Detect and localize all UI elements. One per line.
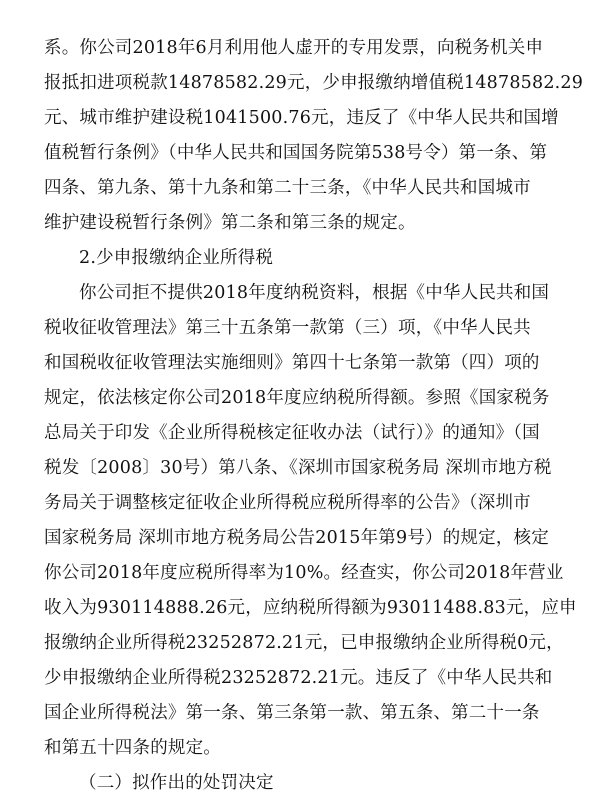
paragraph-line: 和第五十四条的规定。 (44, 738, 221, 758)
paragraph-line: 四条、第九条、第十九条和第二十三条，《中华人民共和国城市 (44, 178, 531, 198)
paragraph-line: 税收征收管理法》第三十五条第一款第（三）项，《中华人民共 (44, 318, 531, 338)
paragraph-line: 值税暂行条例》（中华人民共和国国务院第538号令）第一条、第 (44, 143, 548, 163)
paragraph-line: 税发〔2008〕30号）第八条、《深圳市国家税务局 深圳市地方税 (44, 458, 552, 478)
section-heading: （二）拟作出的处罚决定 (79, 773, 274, 793)
paragraph-line: 国家税务局 深圳市地方税务局公告2015年第9号）的规定，核定 (44, 528, 549, 548)
paragraph-line: 你公司2018年度应税所得率为10%。经查实，你公司2018年营业 (44, 563, 564, 583)
paragraph-line: 总局关于印发《企业所得税核定征收办法（试行）》的通知》（国 (44, 423, 540, 443)
paragraph-line: 务局关于调整核定征收企业所得税应税所得率的公告》（深圳市 (44, 493, 531, 513)
paragraph-line: 报缴纳企业所得税23252872.21元，已申报缴纳企业所得税0元， (44, 633, 564, 653)
paragraph-line: 元、城市维护建设税1041500.76元，违反了《中华人民共和国增 (44, 108, 559, 128)
paragraph-line: 规定，依法核定你公司2018年度应纳税所得额。参照《国家税务 (44, 388, 550, 408)
paragraph-line: 系。你公司2018年6月利用他人虚开的专用发票，向税务机关申 (44, 38, 544, 58)
paragraph-line: 你公司拒不提供2018年度纳税资料，根据《中华人民共和国 (79, 283, 550, 303)
section-heading: 2.少申报缴纳企业所得税 (79, 248, 274, 268)
paragraph-line: 收入为930114888.26元，应纳税所得额为93011488.83元，应申 (44, 598, 577, 618)
paragraph-line: 少申报缴纳企业所得税23252872.21元。违反了《中华人民共和 (44, 668, 553, 688)
paragraph-line: 和国税收征收管理法实施细则》第四十七条第一款第（四）项的 (44, 353, 540, 373)
paragraph-line: 国企业所得税法》第一条、第三条第一款、第五条、第二十一条 (44, 703, 540, 723)
paragraph-line: 维护建设税暂行条例》第二条和第三条的规定。 (44, 213, 416, 233)
paragraph-line: 报抵扣进项税款14878582.29元，少申报缴纳增值税14878582.29 (44, 73, 584, 93)
